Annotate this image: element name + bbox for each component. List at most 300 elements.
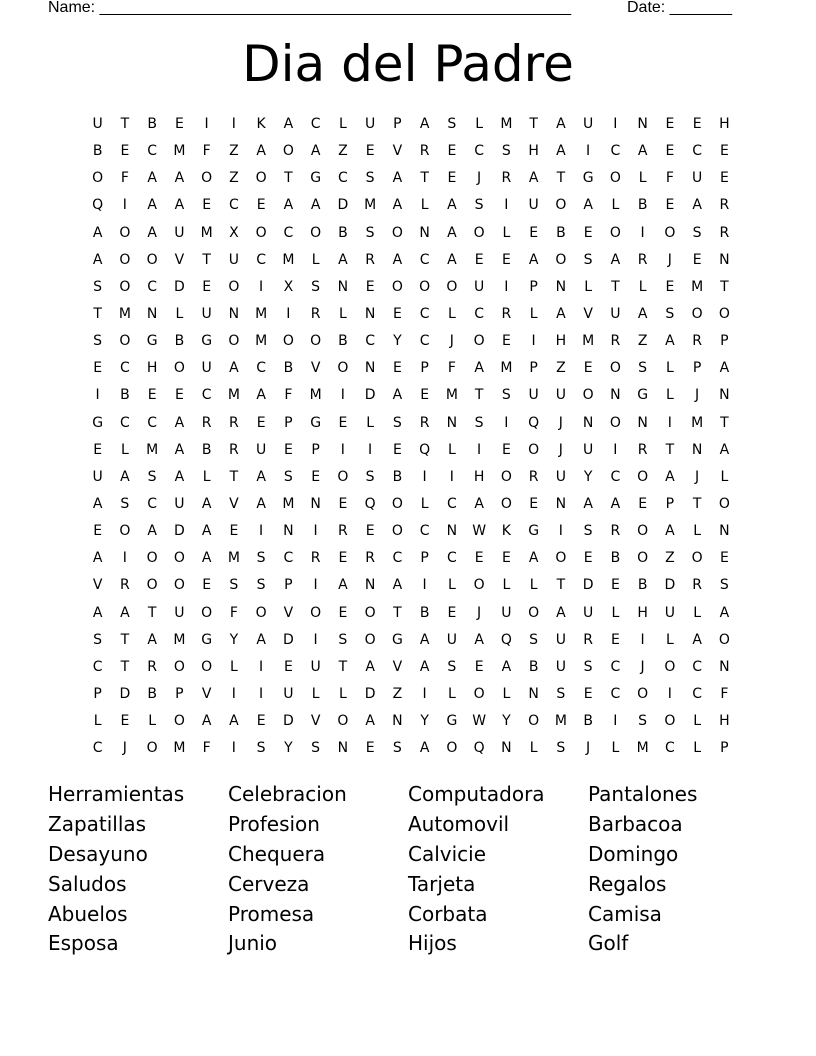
grid-letter[interactable]: U: [583, 604, 594, 621]
grid-letter[interactable]: S: [256, 577, 266, 594]
grid-letter[interactable]: O: [173, 550, 185, 567]
grid-letter[interactable]: S: [147, 468, 157, 485]
grid-letter[interactable]: C: [474, 305, 485, 322]
grid-letter[interactable]: M: [554, 713, 567, 730]
grid-letter[interactable]: V: [310, 713, 321, 730]
grid-letter[interactable]: V: [392, 143, 403, 160]
grid-letter[interactable]: A: [92, 251, 103, 268]
grid-letter[interactable]: U: [610, 305, 621, 322]
grid-letter[interactable]: D: [582, 577, 594, 594]
grid-letter[interactable]: E: [338, 414, 348, 431]
grid-letter[interactable]: M: [500, 360, 513, 377]
grid-letter[interactable]: I: [259, 278, 264, 295]
grid-letter[interactable]: H: [719, 713, 730, 730]
grid-letter[interactable]: L: [720, 468, 729, 485]
grid-letter[interactable]: U: [555, 658, 566, 675]
grid-letter[interactable]: P: [393, 116, 402, 132]
grid-letter[interactable]: R: [229, 441, 239, 458]
grid-letter[interactable]: U: [228, 251, 239, 268]
grid-letter[interactable]: E: [583, 224, 593, 241]
grid-letter[interactable]: O: [228, 333, 240, 350]
grid-letter[interactable]: I: [313, 523, 318, 540]
grid-letter[interactable]: C: [365, 333, 376, 350]
grid-letter[interactable]: O: [255, 224, 267, 241]
grid-letter[interactable]: S: [583, 658, 593, 675]
grid-letter[interactable]: U: [555, 631, 566, 648]
grid-letter[interactable]: N: [637, 116, 648, 132]
grid-letter[interactable]: A: [147, 631, 157, 648]
grid-letter[interactable]: T: [474, 387, 484, 404]
grid-letter[interactable]: A: [92, 604, 103, 621]
grid-letter[interactable]: O: [119, 523, 131, 540]
grid-letter[interactable]: A: [120, 604, 130, 621]
grid-letter[interactable]: V: [174, 251, 185, 268]
grid-letter[interactable]: L: [447, 577, 456, 594]
grid-letter[interactable]: N: [337, 740, 349, 757]
grid-letter[interactable]: N: [310, 495, 321, 512]
grid-letter[interactable]: J: [695, 468, 700, 485]
grid-letter[interactable]: E: [93, 523, 103, 540]
grid-letter[interactable]: C: [392, 550, 403, 567]
grid-letter[interactable]: C: [419, 251, 430, 268]
grid-letter[interactable]: N: [719, 658, 730, 675]
grid-letter[interactable]: N: [528, 685, 539, 702]
grid-letter[interactable]: Z: [338, 143, 348, 160]
grid-letter[interactable]: J: [122, 740, 127, 757]
grid-letter[interactable]: R: [719, 197, 730, 214]
grid-letter[interactable]: O: [364, 604, 376, 621]
grid-letter[interactable]: A: [147, 170, 157, 187]
grid-letter[interactable]: A: [256, 631, 266, 648]
grid-letter[interactable]: U: [555, 468, 566, 485]
grid-letter[interactable]: A: [719, 604, 730, 621]
grid-letter[interactable]: N: [610, 387, 621, 404]
grid-letter[interactable]: S: [256, 740, 266, 757]
grid-letter[interactable]: H: [473, 468, 485, 485]
grid-letter[interactable]: C: [119, 360, 130, 377]
grid-letter[interactable]: L: [529, 740, 538, 757]
grid-letter[interactable]: E: [202, 577, 212, 594]
grid-letter[interactable]: A: [719, 441, 730, 458]
grid-letter[interactable]: A: [201, 495, 212, 512]
grid-letter[interactable]: A: [283, 116, 294, 132]
grid-letter[interactable]: V: [583, 305, 593, 322]
grid-letter[interactable]: U: [365, 116, 376, 132]
grid-letter[interactable]: D: [364, 685, 376, 702]
grid-letter[interactable]: O: [310, 604, 322, 621]
grid-letter[interactable]: M: [691, 278, 704, 295]
grid-letter[interactable]: B: [201, 441, 212, 458]
grid-letter[interactable]: E: [447, 170, 457, 187]
grid-letter[interactable]: O: [310, 333, 322, 350]
grid-letter[interactable]: A: [392, 170, 403, 187]
grid-letter[interactable]: P: [311, 441, 320, 458]
grid-letter[interactable]: N: [419, 224, 430, 241]
grid-letter[interactable]: A: [338, 251, 348, 268]
grid-letter[interactable]: V: [229, 495, 239, 512]
grid-letter[interactable]: B: [174, 333, 185, 350]
grid-letter[interactable]: T: [93, 305, 102, 322]
grid-letter[interactable]: S: [365, 224, 375, 241]
grid-letter[interactable]: A: [256, 143, 266, 160]
grid-letter[interactable]: O: [255, 604, 267, 621]
grid-letter[interactable]: A: [338, 577, 348, 594]
grid-letter[interactable]: M: [227, 550, 240, 567]
grid-letter[interactable]: A: [556, 305, 566, 322]
grid-letter[interactable]: F: [447, 360, 456, 377]
grid-letter[interactable]: P: [93, 685, 102, 702]
grid-letter[interactable]: O: [609, 360, 621, 377]
grid-letter[interactable]: L: [148, 713, 157, 730]
grid-letter[interactable]: W: [472, 523, 487, 540]
grid-letter[interactable]: A: [665, 468, 675, 485]
grid-letter[interactable]: V: [392, 658, 403, 675]
grid-letter[interactable]: E: [665, 197, 675, 214]
grid-letter[interactable]: E: [256, 414, 266, 431]
grid-letter[interactable]: L: [611, 740, 620, 757]
grid-letter[interactable]: A: [419, 631, 430, 648]
grid-letter[interactable]: L: [502, 224, 511, 241]
grid-letter[interactable]: E: [392, 441, 402, 458]
grid-letter[interactable]: A: [174, 197, 185, 214]
grid-letter[interactable]: A: [92, 550, 103, 567]
grid-letter[interactable]: A: [637, 305, 648, 322]
grid-letter[interactable]: D: [664, 577, 676, 594]
grid-letter[interactable]: S: [283, 468, 293, 485]
grid-letter[interactable]: C: [147, 414, 158, 431]
grid-letter[interactable]: L: [338, 305, 347, 322]
grid-letter[interactable]: J: [477, 604, 482, 621]
grid-letter[interactable]: I: [531, 333, 536, 350]
grid-letter[interactable]: U: [174, 495, 185, 512]
grid-letter[interactable]: J: [477, 170, 482, 187]
grid-letter[interactable]: I: [558, 523, 563, 540]
grid-letter[interactable]: O: [391, 224, 403, 241]
grid-letter[interactable]: R: [365, 550, 375, 567]
grid-letter[interactable]: E: [202, 197, 212, 214]
grid-letter[interactable]: L: [529, 577, 538, 594]
grid-letter[interactable]: O: [555, 197, 567, 214]
grid-letter[interactable]: I: [340, 387, 345, 404]
grid-letter[interactable]: C: [419, 523, 430, 540]
grid-letter[interactable]: L: [502, 577, 511, 594]
grid-letter[interactable]: O: [609, 170, 621, 187]
grid-letter[interactable]: O: [255, 170, 267, 187]
grid-letter[interactable]: V: [92, 577, 103, 594]
grid-letter[interactable]: X: [229, 224, 239, 241]
grid-letter[interactable]: N: [501, 740, 512, 757]
grid-letter[interactable]: H: [637, 604, 648, 621]
grid-letter[interactable]: L: [611, 197, 620, 214]
grid-letter[interactable]: N: [719, 387, 730, 404]
grid-letter[interactable]: A: [392, 197, 403, 214]
grid-letter[interactable]: M: [582, 333, 595, 350]
grid-letter[interactable]: O: [173, 360, 185, 377]
grid-letter[interactable]: M: [255, 305, 268, 322]
grid-letter[interactable]: M: [364, 197, 377, 214]
grid-letter[interactable]: U: [474, 278, 485, 295]
grid-letter[interactable]: A: [310, 143, 321, 160]
grid-letter[interactable]: M: [636, 740, 649, 757]
grid-letter[interactable]: U: [174, 224, 185, 241]
grid-letter[interactable]: O: [337, 713, 349, 730]
grid-letter[interactable]: T: [720, 414, 729, 431]
grid-letter[interactable]: M: [173, 143, 186, 160]
grid-letter[interactable]: Q: [92, 197, 104, 214]
grid-letter[interactable]: P: [175, 685, 184, 702]
grid-letter[interactable]: L: [447, 305, 456, 322]
grid-letter[interactable]: N: [337, 278, 349, 295]
grid-letter[interactable]: S: [311, 740, 321, 757]
grid-letter[interactable]: S: [501, 143, 511, 160]
grid-letter[interactable]: V: [310, 360, 321, 377]
grid-letter[interactable]: O: [446, 740, 458, 757]
grid-letter[interactable]: I: [640, 224, 645, 241]
grid-letter[interactable]: P: [420, 360, 429, 377]
grid-letter[interactable]: E: [610, 577, 620, 594]
grid-letter[interactable]: S: [365, 170, 375, 187]
grid-letter[interactable]: F: [229, 604, 238, 621]
grid-letter[interactable]: H: [528, 143, 539, 160]
grid-letter[interactable]: I: [368, 441, 373, 458]
grid-letter[interactable]: L: [693, 604, 702, 621]
grid-letter[interactable]: H: [555, 333, 567, 350]
grid-letter[interactable]: P: [284, 577, 293, 594]
grid-letter[interactable]: Y: [502, 713, 511, 730]
grid-letter[interactable]: V: [283, 604, 294, 621]
grid-letter[interactable]: S: [229, 577, 239, 594]
grid-letter[interactable]: Y: [393, 333, 402, 350]
grid-letter[interactable]: C: [610, 685, 621, 702]
grid-letter[interactable]: L: [338, 685, 347, 702]
grid-letter[interactable]: O: [555, 251, 567, 268]
grid-letter[interactable]: E: [583, 550, 593, 567]
grid-letter[interactable]: N: [691, 441, 703, 458]
grid-letter[interactable]: C: [92, 740, 103, 757]
grid-letter[interactable]: A: [447, 251, 457, 268]
grid-letter[interactable]: C: [283, 550, 294, 567]
grid-letter[interactable]: A: [474, 495, 484, 512]
grid-letter[interactable]: A: [256, 387, 266, 404]
grid-letter[interactable]: O: [528, 713, 540, 730]
grid-letter[interactable]: E: [256, 197, 266, 214]
grid-letter[interactable]: S: [93, 278, 103, 295]
grid-letter[interactable]: R: [310, 305, 321, 322]
grid-letter[interactable]: Z: [392, 685, 403, 702]
grid-letter[interactable]: O: [473, 685, 485, 702]
grid-letter[interactable]: E: [365, 143, 375, 160]
grid-letter[interactable]: I: [340, 441, 345, 458]
grid-letter[interactable]: O: [146, 550, 158, 567]
grid-letter[interactable]: L: [447, 685, 456, 702]
grid-letter[interactable]: C: [337, 170, 348, 187]
grid-letter[interactable]: M: [282, 495, 295, 512]
grid-letter[interactable]: G: [92, 414, 104, 431]
grid-letter[interactable]: A: [665, 333, 675, 350]
grid-letter[interactable]: P: [529, 360, 538, 377]
grid-letter[interactable]: T: [692, 495, 702, 512]
grid-letter[interactable]: E: [474, 550, 484, 567]
grid-letter[interactable]: A: [719, 360, 730, 377]
grid-letter[interactable]: B: [556, 224, 566, 241]
grid-letter[interactable]: E: [638, 495, 648, 512]
grid-letter[interactable]: T: [229, 468, 239, 485]
grid-letter[interactable]: O: [473, 577, 485, 594]
grid-letter[interactable]: O: [718, 631, 730, 648]
grid-letter[interactable]: U: [92, 116, 103, 132]
grid-letter[interactable]: B: [283, 360, 294, 377]
grid-letter[interactable]: U: [201, 360, 212, 377]
grid-letter[interactable]: E: [174, 116, 184, 132]
grid-letter[interactable]: A: [447, 224, 457, 241]
grid-letter[interactable]: D: [173, 523, 185, 540]
grid-letter[interactable]: O: [364, 631, 376, 648]
grid-letter[interactable]: A: [610, 251, 621, 268]
grid-letter[interactable]: I: [613, 116, 618, 132]
grid-letter[interactable]: T: [120, 116, 130, 132]
grid-letter[interactable]: Y: [420, 713, 429, 730]
grid-letter[interactable]: R: [501, 170, 512, 187]
grid-letter[interactable]: E: [392, 360, 402, 377]
grid-letter[interactable]: O: [691, 550, 703, 567]
grid-letter[interactable]: S: [392, 414, 402, 431]
grid-letter[interactable]: T: [393, 604, 402, 621]
grid-letter[interactable]: C: [147, 143, 158, 160]
grid-letter[interactable]: E: [174, 387, 184, 404]
grid-letter[interactable]: G: [146, 333, 158, 350]
grid-letter[interactable]: L: [93, 713, 102, 730]
grid-letter[interactable]: I: [449, 468, 454, 485]
grid-letter[interactable]: E: [529, 224, 539, 241]
grid-letter[interactable]: A: [92, 495, 103, 512]
grid-letter[interactable]: O: [228, 278, 240, 295]
grid-letter[interactable]: S: [447, 116, 457, 132]
grid-letter[interactable]: E: [256, 713, 266, 730]
grid-letter[interactable]: A: [692, 197, 702, 214]
grid-letter[interactable]: O: [282, 333, 294, 350]
grid-letter[interactable]: E: [719, 550, 729, 567]
grid-letter[interactable]: S: [93, 333, 103, 350]
grid-letter[interactable]: I: [422, 577, 427, 594]
grid-letter[interactable]: P: [720, 740, 729, 757]
grid-letter[interactable]: O: [173, 577, 185, 594]
grid-letter[interactable]: L: [311, 685, 320, 702]
grid-letter[interactable]: S: [311, 278, 321, 295]
grid-letter[interactable]: R: [583, 631, 593, 648]
grid-letter[interactable]: C: [610, 143, 621, 160]
grid-letter[interactable]: O: [419, 278, 431, 295]
grid-letter[interactable]: E: [447, 143, 457, 160]
grid-letter[interactable]: O: [473, 224, 485, 241]
grid-letter[interactable]: A: [365, 713, 375, 730]
grid-letter[interactable]: Y: [229, 631, 239, 648]
grid-letter[interactable]: R: [147, 658, 157, 675]
grid-letter[interactable]: G: [201, 631, 213, 648]
grid-letter[interactable]: A: [583, 495, 593, 512]
grid-letter[interactable]: O: [582, 387, 594, 404]
grid-letter[interactable]: A: [392, 251, 403, 268]
grid-letter[interactable]: O: [146, 577, 158, 594]
grid-letter[interactable]: T: [556, 577, 566, 594]
grid-letter[interactable]: S: [501, 387, 511, 404]
grid-letter[interactable]: L: [175, 305, 184, 322]
grid-letter[interactable]: U: [446, 631, 457, 648]
grid-letter[interactable]: Y: [583, 468, 593, 485]
grid-letter[interactable]: C: [446, 550, 457, 567]
grid-letter[interactable]: F: [202, 740, 211, 757]
grid-letter[interactable]: A: [419, 740, 430, 757]
grid-letter[interactable]: O: [664, 224, 676, 241]
grid-letter[interactable]: E: [229, 523, 239, 540]
grid-letter[interactable]: T: [611, 278, 620, 295]
grid-letter[interactable]: E: [501, 333, 511, 350]
grid-letter[interactable]: Z: [229, 170, 239, 187]
grid-letter[interactable]: R: [419, 143, 430, 160]
grid-letter[interactable]: O: [337, 360, 349, 377]
grid-letter[interactable]: O: [391, 278, 403, 295]
grid-letter[interactable]: C: [692, 143, 703, 160]
grid-letter[interactable]: N: [392, 713, 403, 730]
grid-letter[interactable]: F: [720, 685, 729, 702]
grid-letter[interactable]: L: [665, 631, 674, 648]
grid-letter[interactable]: O: [92, 170, 104, 187]
grid-letter[interactable]: E: [338, 495, 348, 512]
grid-letter[interactable]: O: [691, 305, 703, 322]
grid-letter[interactable]: G: [528, 523, 540, 540]
grid-letter[interactable]: G: [391, 631, 403, 648]
grid-letter[interactable]: I: [259, 658, 264, 675]
grid-letter[interactable]: U: [664, 604, 675, 621]
grid-letter[interactable]: R: [719, 224, 730, 241]
grid-letter[interactable]: I: [259, 685, 264, 702]
grid-letter[interactable]: S: [583, 251, 593, 268]
grid-letter[interactable]: A: [256, 495, 266, 512]
grid-letter[interactable]: B: [392, 468, 403, 485]
grid-letter[interactable]: E: [311, 468, 321, 485]
grid-letter[interactable]: O: [337, 468, 349, 485]
grid-letter[interactable]: T: [338, 658, 348, 675]
grid-letter[interactable]: I: [313, 631, 318, 648]
grid-letter[interactable]: L: [366, 414, 375, 431]
grid-letter[interactable]: U: [174, 604, 185, 621]
grid-letter[interactable]: A: [147, 224, 157, 241]
grid-letter[interactable]: A: [528, 170, 539, 187]
grid-letter[interactable]: I: [313, 577, 318, 594]
grid-letter[interactable]: B: [338, 224, 348, 241]
grid-letter[interactable]: B: [637, 197, 648, 214]
grid-letter[interactable]: D: [282, 713, 294, 730]
grid-letter[interactable]: S: [665, 305, 675, 322]
grid-letter[interactable]: G: [637, 387, 649, 404]
grid-letter[interactable]: O: [119, 278, 131, 295]
grid-letter[interactable]: S: [638, 360, 648, 377]
grid-letter[interactable]: E: [692, 116, 702, 132]
grid-letter[interactable]: O: [201, 604, 213, 621]
grid-letter[interactable]: E: [147, 387, 157, 404]
grid-letter[interactable]: C: [692, 658, 703, 675]
grid-letter[interactable]: U: [583, 116, 594, 132]
grid-letter[interactable]: B: [610, 550, 621, 567]
grid-letter[interactable]: E: [610, 631, 620, 648]
grid-letter[interactable]: G: [582, 170, 594, 187]
grid-letter[interactable]: E: [93, 441, 103, 458]
grid-letter[interactable]: G: [201, 333, 213, 350]
grid-letter[interactable]: O: [282, 143, 294, 160]
grid-letter[interactable]: E: [719, 170, 729, 187]
grid-letter[interactable]: N: [719, 251, 730, 268]
grid-letter[interactable]: T: [120, 631, 130, 648]
grid-letter[interactable]: E: [474, 251, 484, 268]
